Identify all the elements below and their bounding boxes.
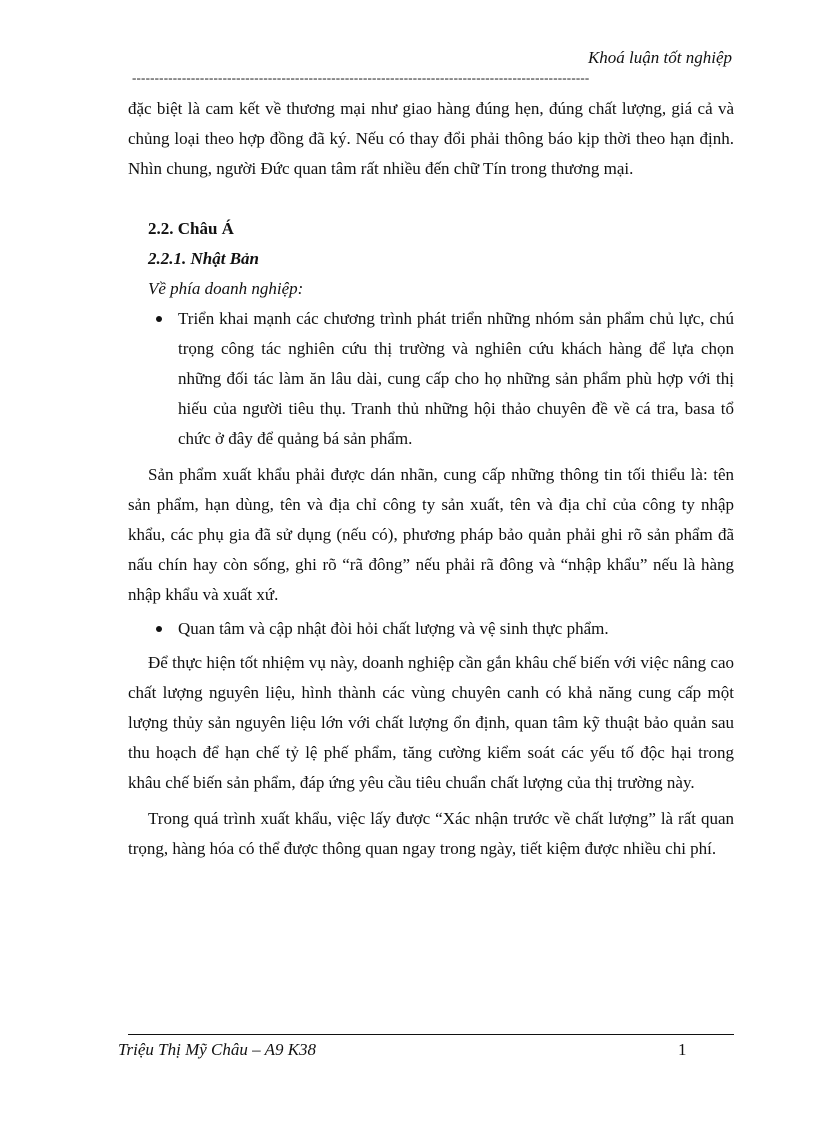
subsection-heading: 2.2.1. Nhật Bản (148, 249, 259, 268)
bullet-text: Quan tâm và cập nhật đòi hỏi chất lượng và vệ sinh thực phẩm. (178, 619, 609, 638)
list-item (128, 304, 734, 454)
footer-author: Triệu Thị Mỹ Châu – A9 K38 (118, 1040, 317, 1059)
page-number: 1 (678, 1040, 687, 1059)
document-body (128, 94, 734, 864)
section-heading: 2.2. Châu Á (148, 219, 234, 238)
header-title: Khoá luận tốt nghiệp (587, 48, 732, 67)
bullet-icon (156, 626, 162, 632)
bullet-text: Triển khai mạnh các chương trình phát triển những nhóm sản phẩm chủ lực, chú trọng công tác nghiên cứu thị trường và nghiên cứu khách hàng để lựa chọn những đối tác làm ăn lâu dài, cung cấp cho họ những sản phẩm phù hợp với thị hiếu của người tiêu thụ. Tranh thủ những hội thảo chuyên đề về cá tra, basa tổ chức ở đây để quảng bá sản phẩm. (178, 309, 734, 448)
bullet-list (128, 614, 734, 644)
header-dashed-rule: ----------------------------------------------------------------------------------------------------- (132, 71, 590, 85)
bullet-icon (156, 316, 162, 322)
intro-paragraph: đặc biệt là cam kết về thương mại như giao hàng đúng hẹn, đúng chất lượng, giá cả và chủng loại theo hợp đồng đã ký. Nếu có thay đổi phải thông báo kịp thời theo hạn định. Nhìn chung, người Đức quan tâm rất nhiều đến chữ Tín trong thương mại. (128, 99, 734, 178)
quality-paragraph: Để thực hiện tốt nhiệm vụ này, doanh nghiệp cần gắn khâu chế biến với việc nâng cao chất lượng nguyên liệu, hình thành các vùng chuyên canh có khả năng cung cấp một lượng thủy sản nguyên liệu lớn với chất lượng ổn định, quan tâm kỹ thuật bảo quản sau thu hoạch để hạn chế tỷ lệ phế phẩm, tăng cường kiểm soát các yếu tố độc hại trong khâu chế biến sản phẩm, đáp ứng yêu cầu tiêu chuẩn chất lượng của thị trường này. (128, 653, 734, 792)
labeling-paragraph: Sản phẩm xuất khẩu phải được dán nhãn, cung cấp những thông tin tối thiểu là: tên sản phẩm, hạn dùng, tên và địa chỉ công ty sản xuất, tên và địa chỉ của công ty nhập khẩu, các phụ gia đã sử dụng (nếu có), phương pháp bảo quản phải ghi rõ sản phẩm đã nấu chín hay còn sống, ghi rõ “rã đông” nếu phải rã đông và “nhập khẩu” nếu là hàng nhập khẩu và xuất xứ. (128, 465, 734, 604)
certificate-paragraph: Trong quá trình xuất khẩu, việc lấy được “Xác nhận trước về chất lượng” là rất quan trọng, hàng hóa có thể được thông quan ngay trong ngày, tiết kiệm được nhiều chi phí. (128, 809, 734, 858)
enterprise-label: Về phía doanh nghiệp: (148, 279, 304, 298)
bullet-list (128, 304, 734, 454)
footer-rule (128, 1034, 734, 1035)
list-item (128, 614, 734, 644)
